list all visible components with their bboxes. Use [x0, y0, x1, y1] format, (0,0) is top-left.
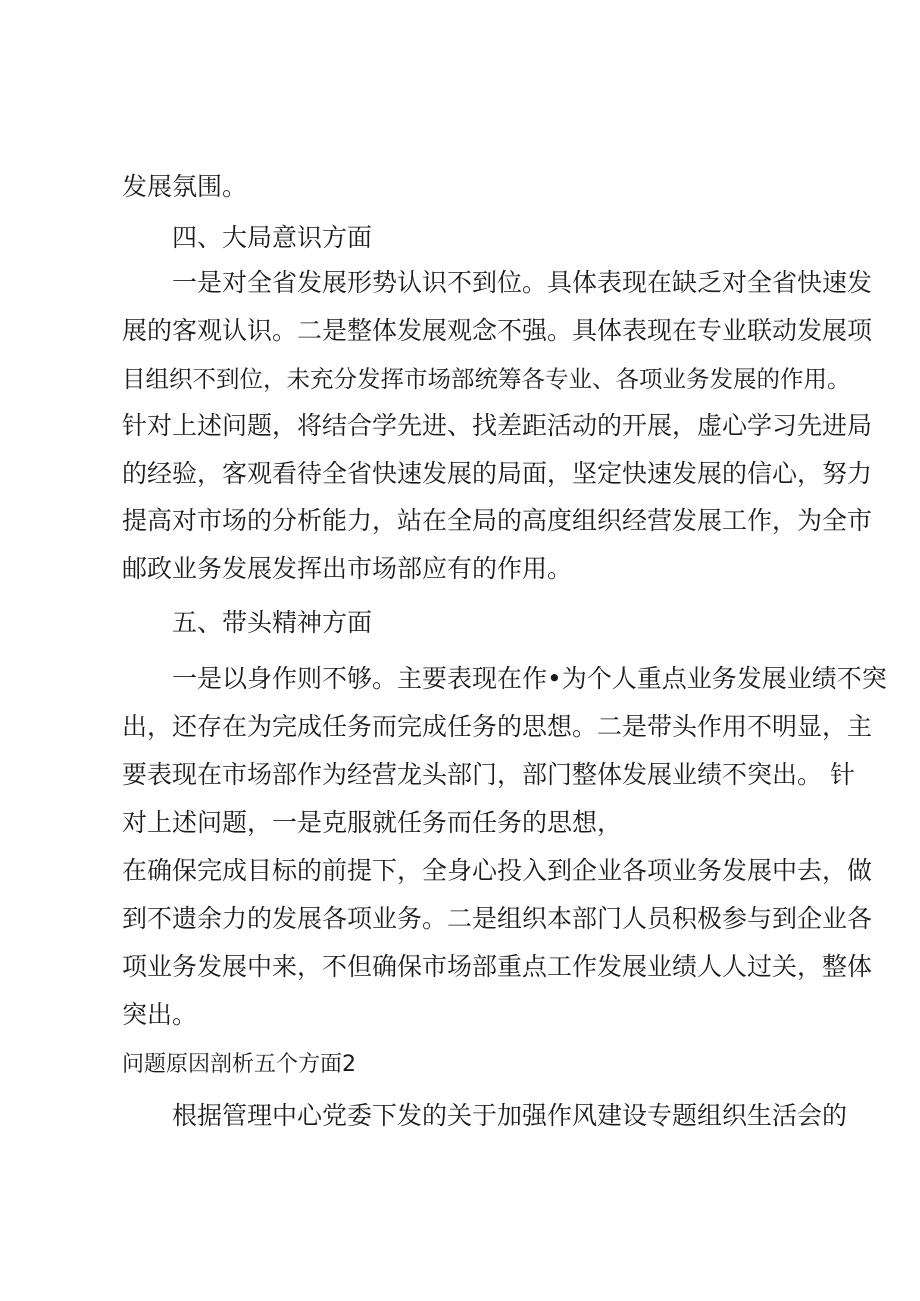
paragraph-line: 到不遗余力的发展各项业务。二是组织本部门人员积极参与到企业各: [122, 904, 873, 933]
paragraph-line: 对上述问题，一是克服就任务而任务的思想，: [122, 808, 623, 837]
paragraph-line: 一是以身作则不够。主要表现在作•为个人重点业务发展业绩不突: [172, 664, 887, 693]
paragraph-line: 展的客观认识。二是整体发展观念不强。具体表现在专业联动发展项: [122, 316, 873, 345]
paragraph-line: 邮政业务发展发挥出市场部应有的作用。: [122, 554, 573, 583]
section-heading: 五、带头精神方面: [172, 608, 373, 637]
paragraph-line: 突出。: [122, 1000, 198, 1029]
paragraph-line: 出，还存在为完成任务而完成任务的思想。二是带头作用不明显，主: [122, 712, 873, 741]
paragraph-line: 根据管理中心党委下发的关于加强作风建设专题组织生活会的: [172, 1101, 848, 1130]
paragraph-line: 发展氛围。: [122, 172, 248, 201]
paragraph-line: 在确保完成目标的前提下，全身心投入到企业各项业务发展中去，做: [122, 856, 873, 885]
paragraph-line: 提高对市场的分析能力，站在全局的高度组织经营发展工作，为全市: [122, 506, 873, 535]
paragraph-line: 项业务发展中来，不但确保市场部重点工作发展业绩人人过关，整体: [122, 952, 873, 981]
document-title: 问题原因剖析五个方面2: [122, 1052, 356, 1077]
paragraph-line: 目组织不到位，未充分发挥市场部统筹各专业、各项业务发展的作用。: [122, 365, 851, 393]
paragraph-line: 一是对全省发展形势认识不到位。具体表现在缺乏对全省快速发: [172, 268, 873, 297]
paragraph-line: 的经验，客观看待全省快速发展的局面，坚定快速发展的信心，努力: [122, 459, 873, 488]
section-heading: 四、大局意识方面: [172, 223, 373, 252]
paragraph-line: 要表现在市场部作为经营龙头部门，部门整体发展业绩不突出。 针: [122, 760, 855, 789]
paragraph-line: 针对上述问题，将结合学先进、找差距活动的开展，虚心学习先进局: [122, 411, 873, 440]
